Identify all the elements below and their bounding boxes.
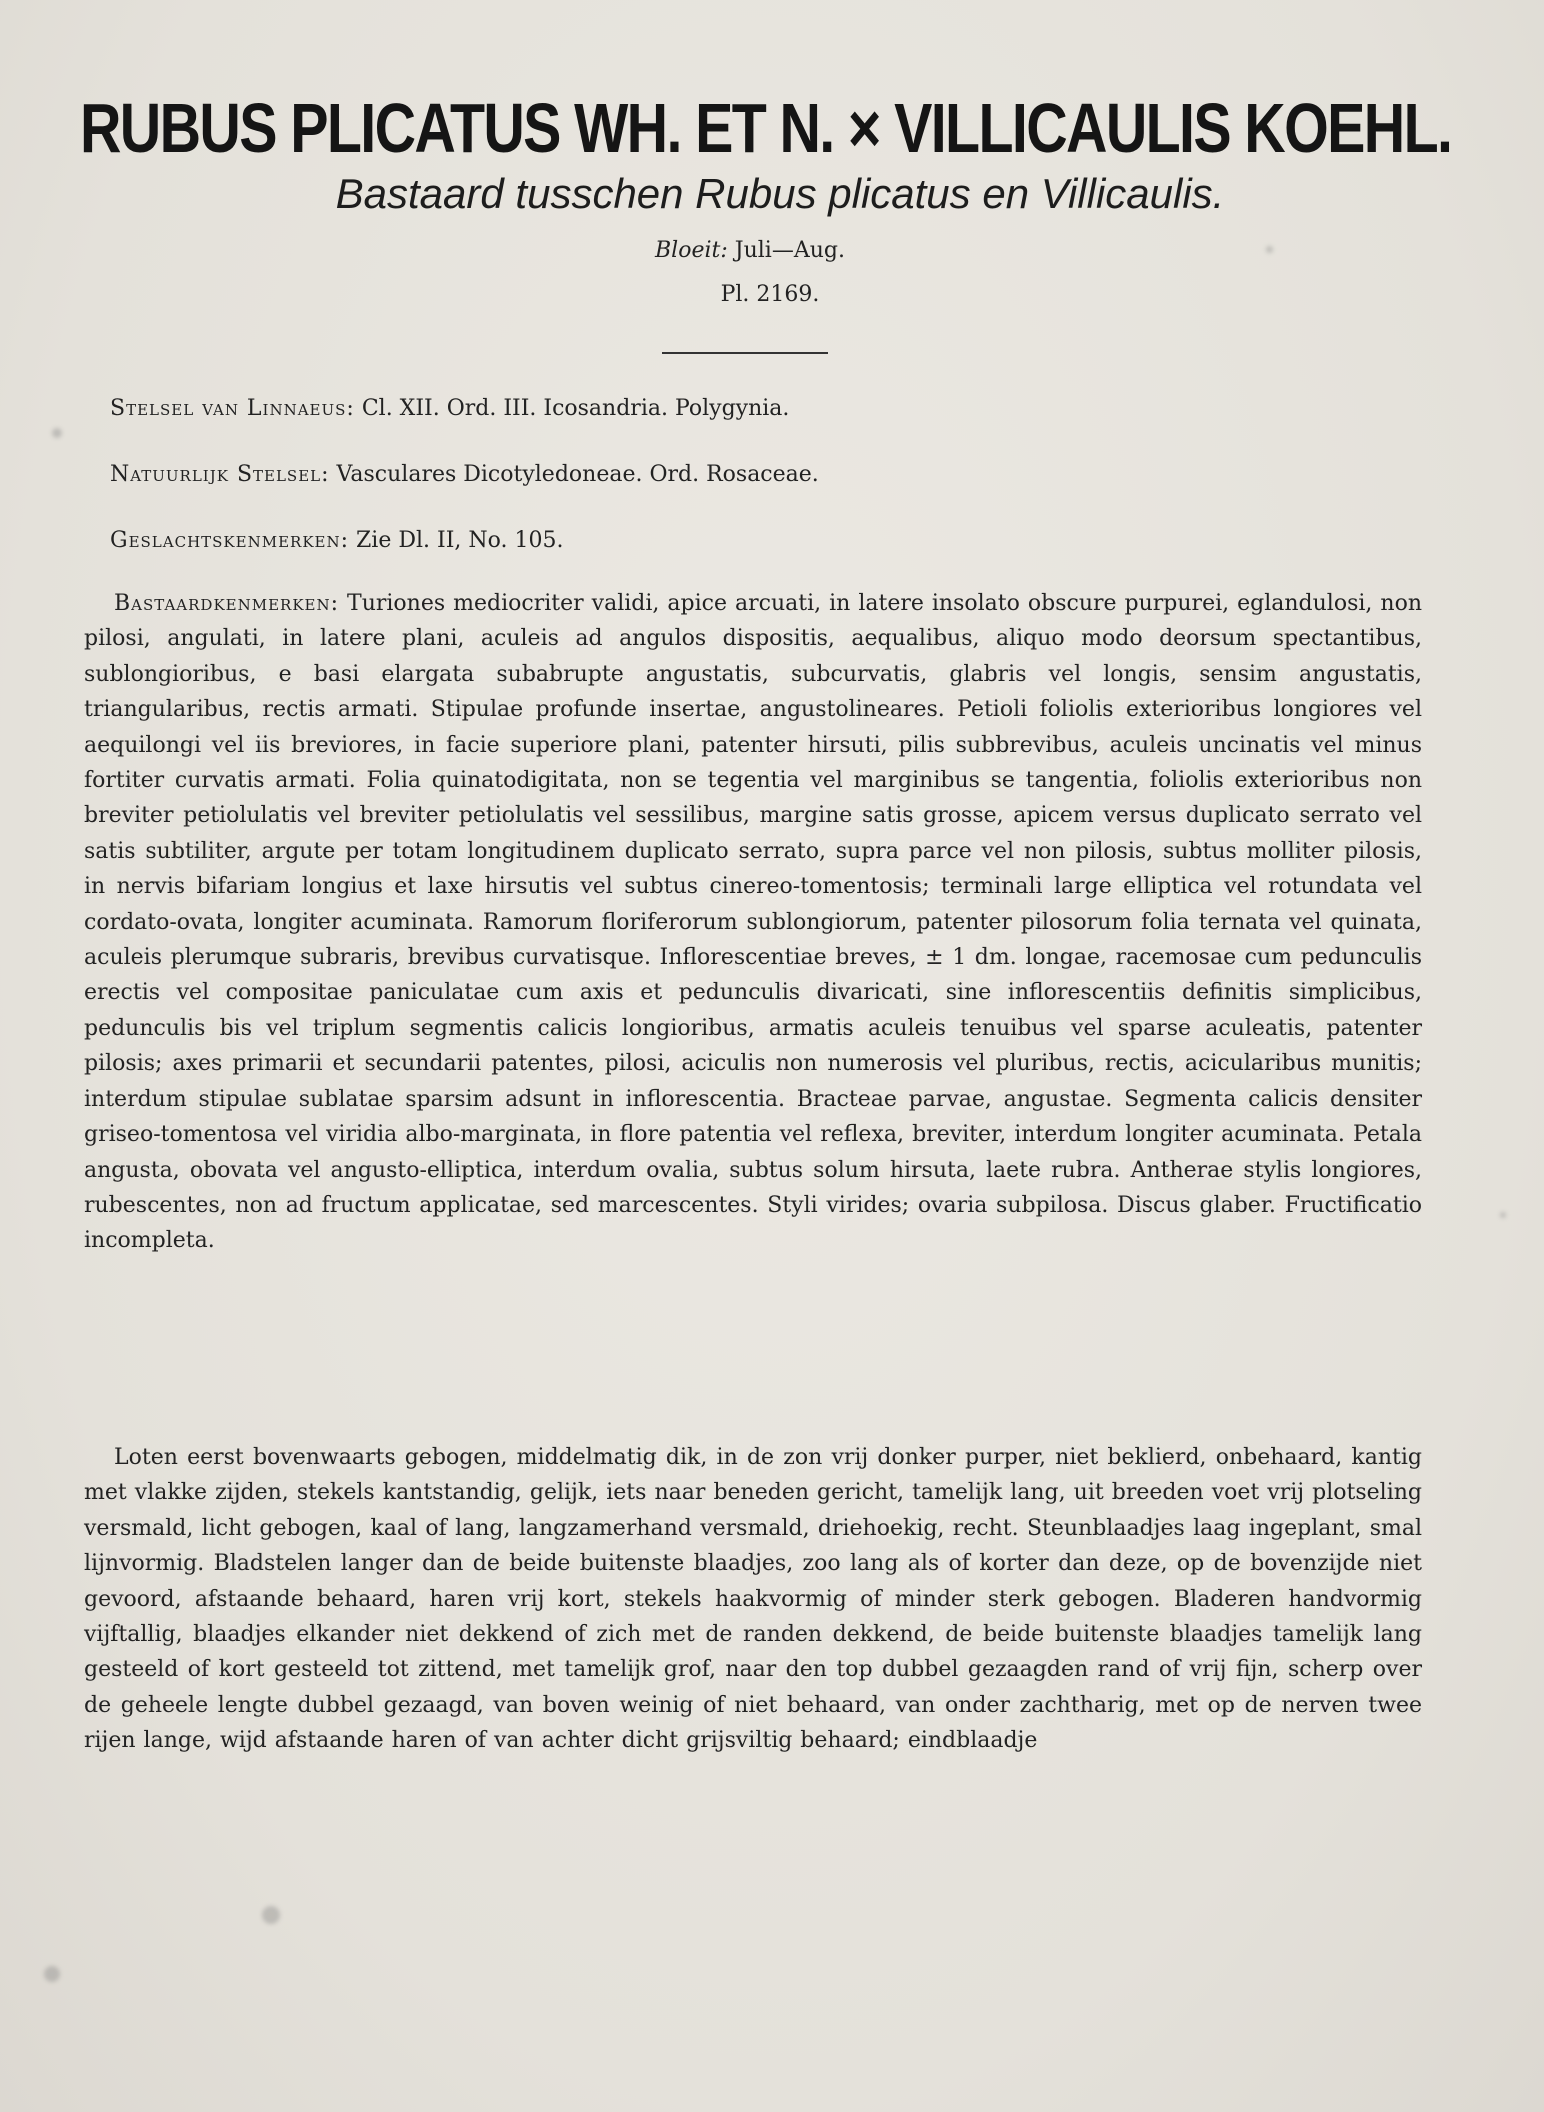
latin-text: Turiones mediocriter validi, apice arcuati, in latere insolato obscure purpurei, eglandulosi, non pilosi, angulati, in latere plani, aculeis ad angulos dispositis, aequalibus, aliquo modo deorsum spectantibus, sublongioribus, e basi elargata subabrupte angustatis, subcurvatis, glabris vel longis, sensim angustatis, triangularibus, rectis armati. Stipulae profunde insertae, angustolineares. Petioli foliolis exterioribus longiores vel aequilongi vel iis breviores, in facie superiore plani, patenter hirsuti, pilis subbrevibus, aculeis uncinatis vel minus fortiter curvatis armati. Folia quinatodigitata, non se tegentia vel marginibus se tangentia, foliolis exterioribus non breviter petiolulatis vel breviter petiolulatis vel sessilibus, margine satis grosse, apicem versus duplicato serrato vel satis subtiliter, argute per totam longitudinem duplicato serrato, supra parce vel non pilosis, subtus molliter pilosis, in nervis bifariam longius et laxe hirsutis vel subtus cinereo-tomentosis; terminali large elliptica vel rotundata vel cordato-ovata, longiter acuminata. Ramorum floriferorum sublongiorum, patenter pilosorum folia ternata vel quinata, aculeis plerumque subraris, brevibus curvatisque. Inflorescentiae breves, ± 1 dm. longae, racemosae cum pedunculis erectis vel compositae paniculatae cum axis et pedunculis divaricati, sine inflorescentiis definitis simplicibus, pedunculis bis vel triplum segmentis calicis longioribus, armatis aculeis tenuibus vel sparse aculeatis, patenter pilosis; axes primarii et secundarii patentes, pilosi, aciculis non numerosis vel pluribus, rectis, acicularibus munitis; interdum stipulae sublatae sparsim adsunt in inflorescentia. Bracteae parvae, angustae. Segmenta calicis densiter griseo-tomentosa vel viridia albo-marginata, in flore patentia vel reflexa, breviter, interdum longiter acuminata. Petala angusta, obovata vel angusto-elliptica, interdum ovalia, subtus solum hirsuta, laete rubra. Antherae stylis longiores, rubescentes, non ad fructum applicatae, sed marcescentes. Styli virides; ovaria subpilosa. Discus glaber. Fructificatio incompleta. (84, 591, 1422, 1254)
flowering-value: Juli—Aug. (727, 238, 845, 263)
genus-label: Geslachtskenmerken: (110, 528, 350, 553)
page-subtitle: Bastaard tusschen Rubus plicatus en Villicaulis. (335, 170, 1225, 217)
linnaeus-label: Stelsel van Linnaeus: (110, 396, 355, 421)
page-title: RUBUS PLICATUS WH. ET N. × VILLICAULIS KOEHL. (80, 89, 1452, 167)
genus-value: Zie Dl. II, No. 105. (349, 528, 564, 553)
paper-spot (1266, 246, 1273, 253)
natural-system (110, 460, 819, 490)
paper-spot (44, 1966, 60, 1982)
flowering-period (590, 236, 910, 266)
plate-number: Pl. 2169. (720, 282, 820, 307)
dutch-paragraph: Loten eerst bovenwaarts gebogen, middelmatig dik, in de zon vrij donker purper, niet beklierd, onbehaard, kantig met vlakke zijden, stekels kantstandig, gelijk, iets naar beneden gericht, tamelijk lang, uit breeden voet vrij plotseling versmald, licht gebogen, kaal of lang, langzamerhand versmald, driehoekig, recht. Steunblaadjes laag ingeplant, smal lijnvormig. Bladstelen langer dan de beide buitenste blaadjes, zoo lang als of korter dan deze, op de bovenzijde niet gevoord, afstaande behaard, haren vrij kort, stekels haakvormig of minder sterk gebogen. Bladeren handvormig vijftallig, blaadjes elkander niet dekkend of zich met de randen dekkend, de beide buitenste blaadjes tamelijk lang gesteeld of kort gesteeld tot zittend, met tamelijk grof, naar den top dubbel gezaagden rand of vrij fijn, scherp over de geheele lengte dubbel gezaagd, van boven weinig of niet behaard, van onder zachtharig, met op de nerven twee rijen lange, wijd afstaande haren of van achter dicht grijsviltig behaard; eindblaadje (84, 1445, 1422, 1754)
hybrid-description-dutch (84, 1440, 1422, 1759)
paper-spot (262, 1906, 280, 1924)
divider (662, 352, 828, 354)
natural-label: Natuurlijk Stelsel: (110, 462, 330, 487)
paper-spot (52, 428, 62, 438)
natural-value: Vasculares Dicotyledoneae. Ord. Rosaceae. (329, 462, 819, 487)
hybrid-label: Bastaardkenmerken: (114, 591, 340, 616)
hybrid-description-latin (84, 586, 1422, 1259)
flowering-label: Bloeit: (655, 238, 728, 263)
genus-characters (110, 526, 563, 556)
paper-spot (1500, 1212, 1506, 1218)
linnaeus-system (110, 394, 789, 424)
latin-paragraph (84, 586, 1422, 1259)
linnaeus-value: Cl. XII. Ord. III. Icosandria. Polygynia. (354, 396, 790, 421)
